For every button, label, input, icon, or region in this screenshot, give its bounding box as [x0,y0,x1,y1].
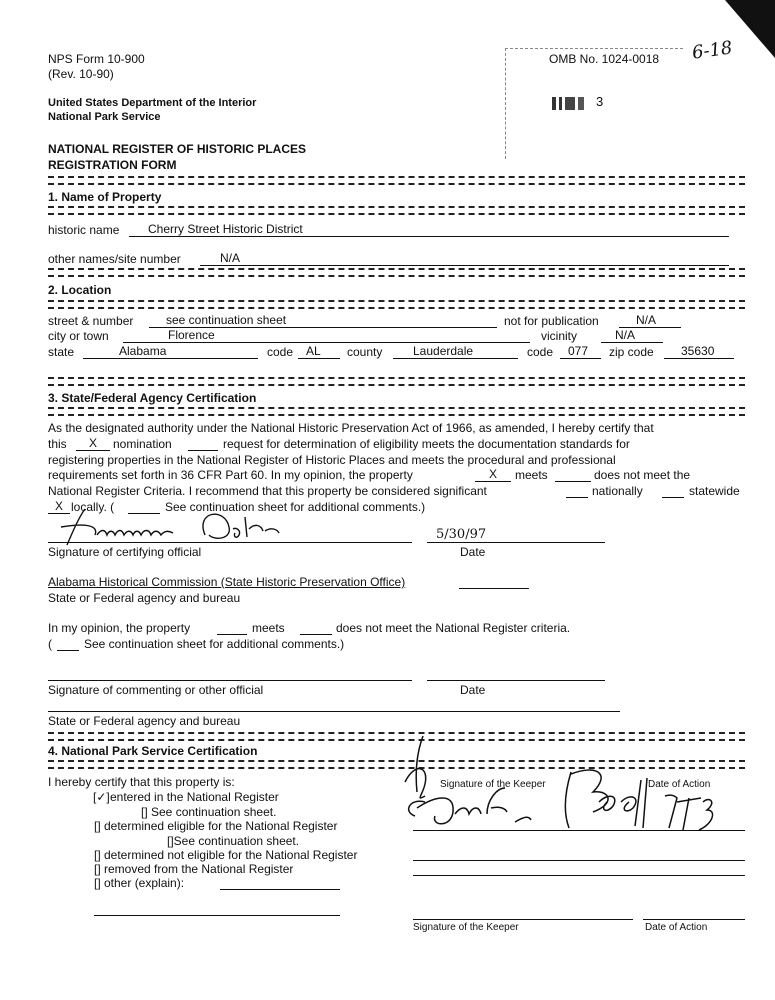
nationally-blank [566,497,588,498]
opinion-rest: does not meet the National Register criteria. [336,621,571,635]
historic-name-line [129,236,729,237]
nps-intro: I hereby certify that this property is: [48,775,235,789]
cert-meets: meets [515,468,548,482]
comment-date-line [427,680,605,681]
zip-line [664,358,734,359]
separator [48,300,745,309]
agency-value: Alabama Historical Commission (State Historic Preservation Office) [48,575,406,589]
opinion-meets-blank [217,634,247,635]
option-not-eligible: [] determined not eligible for the National Register [94,848,358,862]
county-value: Lauderdale [413,344,474,358]
keeper-date-line [643,919,745,920]
agency2-line [48,711,620,712]
city-label: city or town [48,329,109,343]
section-4-heading: 4. National Park Service Certification [48,744,258,758]
keeper-signature [395,732,745,842]
state-value: Alabama [119,344,167,358]
keeper-label-top: Signature of the Keeper [440,779,546,790]
not-meet-blank [555,481,591,482]
agency-label: State or Federal agency and bureau [48,591,241,605]
keeper-line-2 [413,860,745,861]
historic-name-label: historic name [48,223,120,237]
service: National Park Service [48,111,161,123]
certifying-date-line [427,542,605,543]
county-line [393,358,518,359]
form-number: NPS Form 10-900 [48,52,145,66]
county-code-line [560,358,601,359]
cert-nomination: nomination [113,437,172,451]
certifying-signature-label: Signature of certifying official [48,545,202,559]
nfp-value: N/A [636,313,657,327]
certifying-date-label: Date [460,545,486,559]
continuation-text-2: See continuation sheet for additional comments.) [84,637,345,651]
city-value: Florence [168,328,215,342]
omb-number: OMB No. 1024-0018 [549,52,660,66]
separator [48,377,745,386]
state-line [83,358,258,359]
state-code-value: AL [306,344,321,358]
certifying-signature [55,505,295,547]
city-line [123,342,530,343]
action-label: Date of Action [645,922,708,933]
department: United States Department of the Interior [48,97,257,109]
form-revision: (Rev. 10-90) [48,67,114,81]
keeper-signature-line [413,919,633,920]
vicinity-line [601,342,663,343]
other-names-line [200,265,729,266]
agency2-label: State or Federal agency and bureau [48,714,241,728]
option-removed: [] removed from the National Register [94,862,294,876]
separator [48,268,745,277]
option-eligible: [] determined eligible for the National Register [94,819,338,833]
omb-handwritten-note: 6-18 [690,37,734,64]
section-2-heading: 2. Location [48,283,112,297]
other-explain-line [220,889,340,890]
state-code-line [298,358,340,359]
entered-checkbox[interactable]: [✓] [93,790,110,804]
continuation-paren: ( [48,637,52,651]
county-code-label: code [527,345,554,359]
keeper-line-1 [413,830,745,831]
cert-line-1: As the designated authority under the National Historic Preservation Act of 1966, as amended, I hereby certify that [48,421,654,435]
keeper-label: Signature of the Keeper [413,922,519,933]
opinion-not-meet-blank [300,634,332,635]
section-3-heading: 3. State/Federal Agency Certification [48,391,257,405]
comment-signature-label: Signature of commenting or other official [48,683,264,697]
keeper-line-3 [413,875,745,876]
cert-this: this [48,437,67,451]
cert-statewide: statewide [689,484,740,498]
nomination-blank [76,450,110,451]
locally-mark: X [55,499,64,513]
form-subtitle: REGISTRATION FORM [48,158,177,172]
comment-signature-line [48,680,412,681]
cert-request: request for determination of eligibility meets the documentation standards for [223,437,630,451]
cert-locally: locally. ( [71,500,115,514]
meets-mark: X [489,467,498,481]
state-label: state [48,345,75,359]
separator [48,407,745,416]
cert-not-meet: does not meet the [594,468,691,482]
street-value: see continuation sheet [166,313,287,327]
vicinity-value: N/A [615,328,636,342]
nomination-mark: X [89,436,98,450]
comment-date-label: Date [460,683,486,697]
cert-line-3: registering properties in the National Register of Historic Places and meets the procedural and professional [48,453,616,467]
option-other: [] other (explain): [94,876,185,890]
historic-name-value: Cherry Street Historic District [148,222,303,236]
nfp-label: not for publication [504,314,599,328]
street-label: street & number [48,314,134,328]
cert-significance: National Register Criteria. I recommend that this property be considered significant [48,484,487,498]
continuation-blank-2 [57,650,79,651]
section-1-heading: 1. Name of Property [48,190,162,204]
county-code-value: 077 [568,344,589,358]
option-eligible-sub: []See continuation sheet. [167,834,300,848]
stamp-date: 3 [596,94,604,109]
action-label-top: Date of Action [648,779,711,790]
opinion-meets: meets [252,621,285,635]
meets-blank [475,481,511,482]
other-names-label: other names/site number [48,252,181,266]
option-entered: entered in the National Register [110,790,279,804]
form-title: NATIONAL REGISTER OF HISTORIC PLACES [48,142,307,156]
cert-nationally: nationally [592,484,643,498]
other-explain-line-2 [94,915,340,916]
opinion-text: In my opinion, the property [48,621,191,635]
certifying-signature-line [48,542,412,543]
state-code-label: code [267,345,294,359]
separator [48,176,745,185]
zip-label: zip code [609,345,654,359]
cert-requirements: requirements set forth in 36 CFR Part 60. In my opinion, the property [48,468,413,482]
certifying-date-value: 5/30/97 [436,527,487,542]
option-entered-sub: [] See continuation sheet. [141,805,277,819]
request-blank [188,450,218,451]
zip-value: 35630 [681,344,715,358]
stamp-mark [552,94,588,112]
agency-line [459,588,529,589]
vicinity-label: vicinity [541,329,578,343]
cert-continuation: See continuation sheet for additional comments.) [165,500,426,514]
statewide-blank [662,497,684,498]
county-label: county [347,345,383,359]
separator [48,206,745,215]
other-names-value: N/A [220,251,241,265]
